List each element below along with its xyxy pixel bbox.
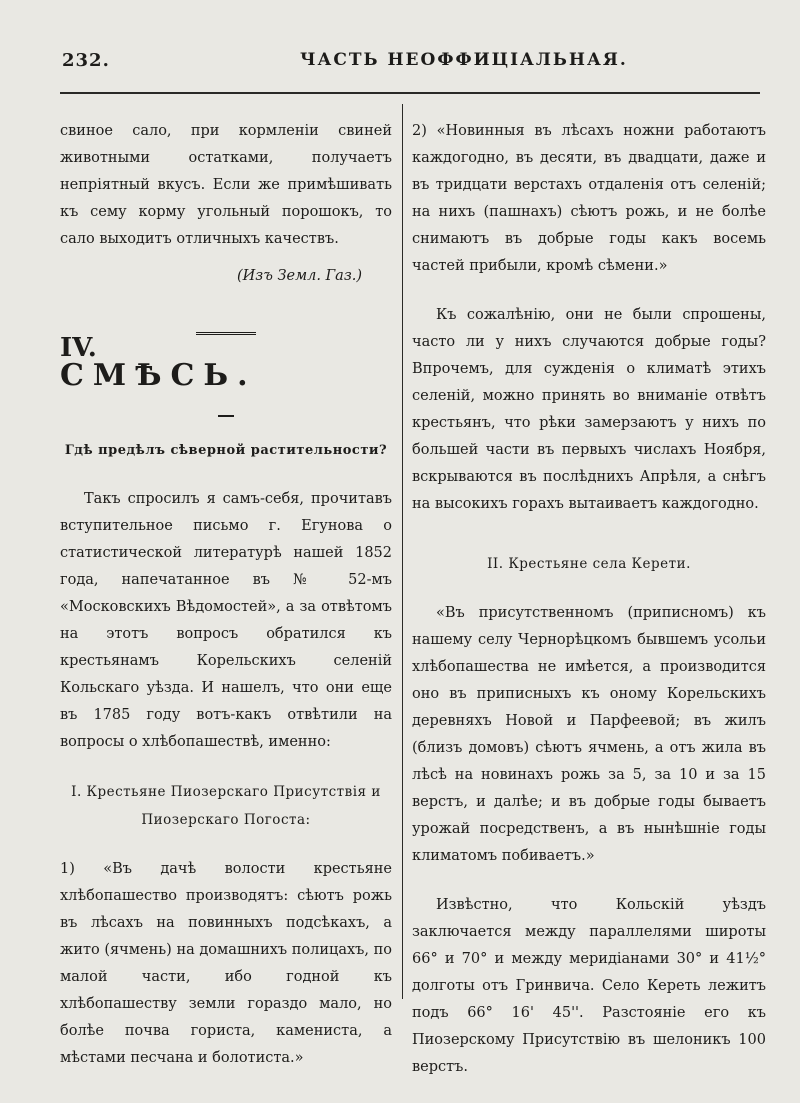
quoted-answer-1: 1) «Въ дачѣ волости крестьяне хлѣбопашество производятъ: сѣютъ рожь въ лѣсахъ на повинныхъ подсѣкахъ, а жито (ячмень) на домашнихъ полицахъ, по малой части, ибо годной къ хлѣбопашеству земли гораздо мало, но болѣе почва гориста, камениста, а мѣстами песчана и болотиста.» — [60, 861, 393, 1066]
source-citation: (Изъ Земл. Газ.) — [237, 268, 362, 284]
section-number: IV. — [60, 333, 97, 363]
right-column — [412, 118, 766, 1081]
column-divider — [402, 104, 403, 999]
article-paragraph-2: Къ сожалѣнію, они не были спрошены, часто ли у нихъ случаются добрые годы? Впрочемъ, для сужденія о климатѣ этихъ селеній, можно принять во вниманіе отвѣтъ крестьянъ, что рѣки замерзаютъ у нихъ по большей части въ первыхъ числахъ Ноября, вскрываются въ послѣднихъ Апрѣля, а снѣгъ на высокихъ горахъ вытаиваетъ каждогодно. — [412, 307, 766, 512]
article-paragraph: Такъ спросилъ я самъ-себя, прочитавъ вступительное письмо г. Егунова о статистической литературѣ нашей 1852 года, напечатанное въ № 52-мъ «Московскихъ Вѣдомостей», а за отвѣтомъ на этотъ вопросъ обратился къ крестьянамъ Корельскихъ селеній Кольскаго уѣзда. И нашелъ, что они еще въ 1785 году вотъ-какъ отвѣтили на вопросы о хлѣбопашествѣ, именно: — [60, 491, 392, 750]
quoted-answer-3: «Въ присутственномъ (приписномъ) къ нашему селу Чернорѣцкомъ бывшемъ усольи хлѣбопашества не имѣется, а производится оно въ приписныхъ къ оному Корельскихъ деревняхъ Новой и Парфеевой; въ жилъ (близъ домовъ) сѣютъ ячмень, а отъ жила въ лѣсѣ на новинахъ рожь за 5, за 10 и за 15 верстъ, и далѣе; и въ добрые годы бываетъ урожай посредственъ, а въ нынѣшніе годы климатомъ побиваетъ.» — [412, 605, 766, 864]
subsection-heading-2: II. Крестьяне села Керети. — [487, 556, 691, 572]
subsection-heading-1: I. Крестьяне Пиозерскаго Присутствія и Пиозерскаго Погоста: — [71, 784, 381, 828]
section-heading: СМѢСЬ. — [60, 358, 257, 393]
quoted-answer-2: 2) «Новинныя въ лѣсахъ ножни работаютъ каждогодно, въ десяти, въ двадцати, даже и въ тридцати верстахъ отдаленія отъ селеній; на нихъ (пашнахъ) сѣютъ рожь, и не болѣе снимаютъ въ добрые годы какъ восемь частей прибыли, кромѣ сѣмени.» — [412, 123, 766, 274]
header-rule — [60, 92, 760, 94]
article-paragraph-3: Извѣстно, что Кольскій уѣздъ заключается между параллелями широты 66° и 70° и между меридіанами 30° и 41½° долготы отъ Гринвича. Село Кереть лежитъ подъ 66° 16' 45''. Разстояніе его къ Пиозерскому Присутствію въ шелоникъ 100 верстъ. — [412, 897, 766, 1075]
short-dash — [218, 415, 234, 417]
left-column — [60, 118, 392, 1072]
page-number: 232. — [62, 50, 110, 71]
paragraph-continued: свиное сало, при кормленіи свиней животными остатками, получаетъ непріятный вкусъ. Если же примѣшивать къ сему корму угольный порошокъ, то сало выходитъ отличныхъ качествъ. — [60, 123, 392, 247]
article-title: Гдѣ предѣлъ сѣверной растительности? — [64, 443, 388, 458]
running-title: ЧАСТЬ НЕОФФИЦІАЛЬНАЯ. — [300, 50, 628, 70]
